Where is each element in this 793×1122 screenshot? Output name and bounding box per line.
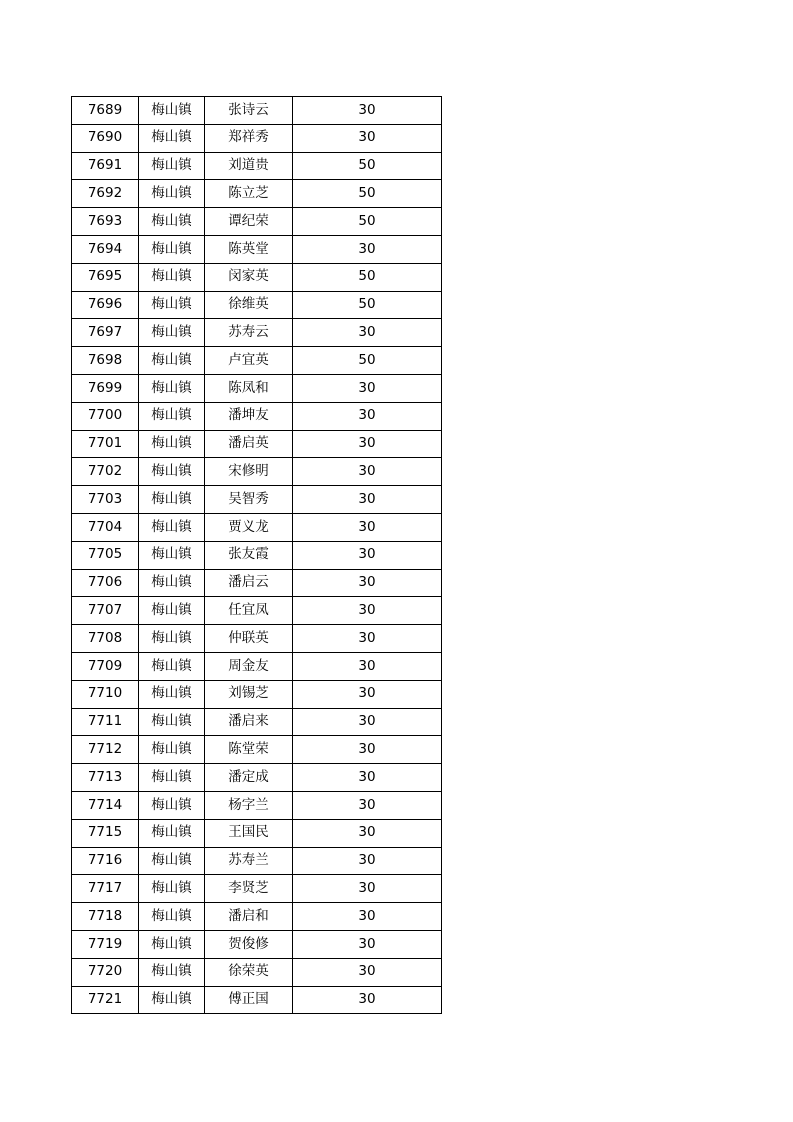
town-cell: 梅山镇 [139,875,205,903]
row-number-cell: 7710 [72,680,139,708]
town-cell: 梅山镇 [139,819,205,847]
row-number-cell: 7721 [72,986,139,1014]
amount-cell: 30 [293,708,442,736]
table-row [72,97,442,125]
person-name-cell: 李贤芝 [205,875,293,903]
person-name-cell: 徐荣英 [205,958,293,986]
table-row [72,430,442,458]
row-number-cell: 7702 [72,458,139,486]
town-cell: 梅山镇 [139,402,205,430]
person-name-cell: 卢宜英 [205,347,293,375]
roster-table [71,96,442,1014]
row-number-cell: 7714 [72,791,139,819]
table-row [72,513,442,541]
town-cell: 梅山镇 [139,847,205,875]
amount-cell: 30 [293,791,442,819]
amount-cell: 30 [293,819,442,847]
person-name-cell: 潘启英 [205,430,293,458]
amount-cell: 30 [293,569,442,597]
table-row [72,124,442,152]
table-row [72,764,442,792]
amount-cell: 30 [293,374,442,402]
row-number-cell: 7719 [72,930,139,958]
amount-cell: 30 [293,597,442,625]
person-name-cell: 刘道贵 [205,152,293,180]
person-name-cell: 谭纪荣 [205,208,293,236]
table-row [72,819,442,847]
person-name-cell: 潘定成 [205,764,293,792]
town-cell: 梅山镇 [139,235,205,263]
person-name-cell: 仲联英 [205,625,293,653]
amount-cell: 30 [293,680,442,708]
row-number-cell: 7711 [72,708,139,736]
amount-cell: 50 [293,208,442,236]
person-name-cell: 闵家英 [205,263,293,291]
row-number-cell: 7697 [72,319,139,347]
town-cell: 梅山镇 [139,430,205,458]
town-cell: 梅山镇 [139,958,205,986]
row-number-cell: 7708 [72,625,139,653]
table-row [72,736,442,764]
row-number-cell: 7691 [72,152,139,180]
table-row [72,875,442,903]
town-cell: 梅山镇 [139,152,205,180]
table-row [72,347,442,375]
amount-cell: 30 [293,875,442,903]
amount-cell: 30 [293,764,442,792]
person-name-cell: 潘启云 [205,569,293,597]
row-number-cell: 7700 [72,402,139,430]
table-row [72,291,442,319]
row-number-cell: 7715 [72,819,139,847]
amount-cell: 30 [293,930,442,958]
table-row [72,263,442,291]
town-cell: 梅山镇 [139,458,205,486]
town-cell: 梅山镇 [139,291,205,319]
person-name-cell: 郑祥秀 [205,124,293,152]
town-cell: 梅山镇 [139,513,205,541]
person-name-cell: 张诗云 [205,97,293,125]
table-row [72,625,442,653]
amount-cell: 30 [293,513,442,541]
town-cell: 梅山镇 [139,180,205,208]
person-name-cell: 周金友 [205,652,293,680]
amount-cell: 30 [293,97,442,125]
amount-cell: 30 [293,486,442,514]
amount-cell: 50 [293,291,442,319]
row-number-cell: 7706 [72,569,139,597]
amount-cell: 30 [293,986,442,1014]
table-row [72,541,442,569]
person-name-cell: 王国民 [205,819,293,847]
town-cell: 梅山镇 [139,652,205,680]
town-cell: 梅山镇 [139,569,205,597]
person-name-cell: 陈堂荣 [205,736,293,764]
table-row [72,208,442,236]
town-cell: 梅山镇 [139,708,205,736]
table-row [72,708,442,736]
town-cell: 梅山镇 [139,486,205,514]
amount-cell: 30 [293,235,442,263]
row-number-cell: 7696 [72,291,139,319]
table-row [72,652,442,680]
table-row [72,235,442,263]
amount-cell: 30 [293,958,442,986]
row-number-cell: 7703 [72,486,139,514]
table-row [72,597,442,625]
amount-cell: 30 [293,847,442,875]
amount-cell: 50 [293,180,442,208]
town-cell: 梅山镇 [139,97,205,125]
person-name-cell: 宋修明 [205,458,293,486]
town-cell: 梅山镇 [139,541,205,569]
table-row [72,374,442,402]
person-name-cell: 贾义龙 [205,513,293,541]
person-name-cell: 潘启和 [205,903,293,931]
row-number-cell: 7707 [72,597,139,625]
row-number-cell: 7705 [72,541,139,569]
row-number-cell: 7692 [72,180,139,208]
town-cell: 梅山镇 [139,319,205,347]
town-cell: 梅山镇 [139,903,205,931]
person-name-cell: 张友霞 [205,541,293,569]
amount-cell: 50 [293,263,442,291]
amount-cell: 30 [293,652,442,680]
row-number-cell: 7698 [72,347,139,375]
person-name-cell: 杨字兰 [205,791,293,819]
person-name-cell: 苏寿云 [205,319,293,347]
town-cell: 梅山镇 [139,374,205,402]
amount-cell: 30 [293,402,442,430]
amount-cell: 30 [293,903,442,931]
amount-cell: 50 [293,347,442,375]
person-name-cell: 刘锡芝 [205,680,293,708]
amount-cell: 30 [293,625,442,653]
table-row [72,958,442,986]
amount-cell: 30 [293,319,442,347]
table-row [72,458,442,486]
town-cell: 梅山镇 [139,347,205,375]
row-number-cell: 7701 [72,430,139,458]
amount-cell: 30 [293,541,442,569]
town-cell: 梅山镇 [139,736,205,764]
table-row [72,180,442,208]
town-cell: 梅山镇 [139,791,205,819]
row-number-cell: 7717 [72,875,139,903]
row-number-cell: 7695 [72,263,139,291]
row-number-cell: 7712 [72,736,139,764]
table-row [72,847,442,875]
town-cell: 梅山镇 [139,597,205,625]
town-cell: 梅山镇 [139,124,205,152]
person-name-cell: 贺俊修 [205,930,293,958]
row-number-cell: 7720 [72,958,139,986]
table-row [72,791,442,819]
person-name-cell: 任宜凤 [205,597,293,625]
row-number-cell: 7713 [72,764,139,792]
person-name-cell: 徐维英 [205,291,293,319]
document-page [71,96,441,1014]
amount-cell: 50 [293,152,442,180]
table-row [72,903,442,931]
row-number-cell: 7690 [72,124,139,152]
town-cell: 梅山镇 [139,625,205,653]
row-number-cell: 7704 [72,513,139,541]
person-name-cell: 潘坤友 [205,402,293,430]
amount-cell: 30 [293,124,442,152]
person-name-cell: 吴智秀 [205,486,293,514]
row-number-cell: 7699 [72,374,139,402]
town-cell: 梅山镇 [139,764,205,792]
town-cell: 梅山镇 [139,930,205,958]
person-name-cell: 潘启来 [205,708,293,736]
table-row [72,930,442,958]
row-number-cell: 7718 [72,903,139,931]
table-row [72,152,442,180]
row-number-cell: 7693 [72,208,139,236]
town-cell: 梅山镇 [139,986,205,1014]
row-number-cell: 7716 [72,847,139,875]
town-cell: 梅山镇 [139,680,205,708]
person-name-cell: 陈英堂 [205,235,293,263]
amount-cell: 30 [293,458,442,486]
person-name-cell: 傅正国 [205,986,293,1014]
amount-cell: 30 [293,736,442,764]
table-row [72,680,442,708]
table-row [72,486,442,514]
town-cell: 梅山镇 [139,208,205,236]
roster-table-body [72,97,442,1014]
person-name-cell: 陈凤和 [205,374,293,402]
row-number-cell: 7689 [72,97,139,125]
table-row [72,986,442,1014]
town-cell: 梅山镇 [139,263,205,291]
row-number-cell: 7694 [72,235,139,263]
table-row [72,569,442,597]
person-name-cell: 苏寿兰 [205,847,293,875]
amount-cell: 30 [293,430,442,458]
table-row [72,319,442,347]
row-number-cell: 7709 [72,652,139,680]
table-row [72,402,442,430]
person-name-cell: 陈立芝 [205,180,293,208]
